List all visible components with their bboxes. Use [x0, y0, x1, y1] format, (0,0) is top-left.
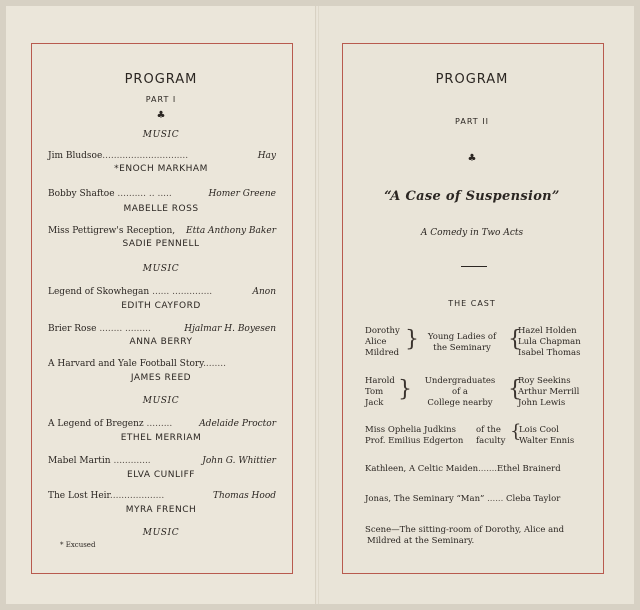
character-name: Alice: [365, 337, 387, 347]
program-item-7: [48, 419, 276, 429]
piece-author: Adelaide Proctor: [199, 419, 276, 429]
brace-right: }: [398, 377, 412, 402]
brace-left: {: [508, 377, 522, 402]
performer-9: MYRA FRENCH: [125, 505, 197, 515]
divider-rule: [461, 266, 487, 267]
character-name: Prof. Emilius Edgerton: [365, 436, 464, 446]
actor-name: Isabel Thomas: [518, 348, 581, 358]
performer-4: EDITH CAYFORD: [121, 301, 201, 311]
left-part-label: PART I: [145, 95, 177, 104]
brace-right: }: [405, 327, 419, 352]
leader-dots: .........: [146, 419, 173, 429]
piece-title: Jim Bludsoe: [48, 151, 103, 161]
character-name: Miss Ophelia Judkins: [365, 425, 456, 435]
performer-7: ETHEL MERRIAM: [120, 433, 202, 443]
piece-title: Legend of Skowhegan: [48, 287, 150, 297]
performer-3: SADIE PENNELL: [122, 239, 200, 249]
music-interlude-2: MUSIC: [142, 264, 180, 274]
cast-heading: THE CAST: [448, 299, 496, 308]
cast-group-3-description: [476, 425, 505, 447]
piece-author: Etta Anthony Baker: [186, 226, 276, 236]
piece-title: Miss Pettigrew's Reception,: [48, 226, 176, 236]
leader-dots: .............: [113, 456, 151, 466]
description-line: of a: [451, 387, 469, 397]
program-item-1: [48, 151, 276, 161]
actor-name: Hazel Holden: [518, 326, 577, 336]
leader-dots: ........: [203, 359, 226, 369]
cast-group-1-description: [418, 332, 506, 354]
page-fold: [315, 6, 319, 604]
piece-author: Thomas Hood: [212, 491, 276, 501]
music-interlude-4: MUSIC: [142, 528, 180, 538]
actor-name: Walter Ennis: [519, 436, 575, 446]
cast-group-2-actors: [518, 376, 579, 409]
performer-6: JAMES REED: [130, 373, 192, 383]
actor-name: Lula Chapman: [518, 337, 581, 347]
program-item-4: [48, 287, 276, 297]
piece-title: A Legend of Bregenz: [48, 419, 144, 429]
performer-2: MABELLE ROSS: [123, 204, 199, 214]
leader-dots: ........ .........: [99, 324, 151, 334]
leader-dots: ...................: [109, 491, 165, 501]
performer-1: *ENOCH MARKHAM: [114, 164, 208, 174]
play-subtitle: A Comedy in Two Acts: [420, 228, 524, 238]
cast-single-2: [365, 494, 560, 505]
right-heading: PROGRAM: [435, 72, 509, 87]
piece-title: A Harvard and Yale Football Story: [48, 359, 204, 369]
footnote: * Excused: [60, 541, 96, 549]
description-line: the Seminary: [433, 343, 491, 353]
character-name: Tom: [365, 387, 384, 397]
leader-dots: .......: [478, 464, 498, 474]
program-item-8: [48, 456, 276, 466]
actor-name: Ethel Brainerd: [497, 464, 561, 474]
leader-dots: ......: [487, 494, 504, 504]
character-name: Harold: [365, 376, 395, 386]
piece-title: The Lost Heir: [48, 491, 110, 501]
cast-group-2-description: [412, 376, 508, 409]
play-title: “A Case of Suspension”: [384, 189, 560, 204]
left-heading: PROGRAM: [124, 72, 198, 87]
cast-group-1-actors: [518, 326, 581, 359]
cast-group-1-characters: [365, 326, 400, 359]
piece-author: Hay: [257, 151, 276, 161]
left-ornament: ♣: [156, 110, 166, 121]
actor-name: Arthur Merrill: [518, 387, 580, 397]
piece-author: Hjalmar H. Boyesen: [184, 324, 276, 334]
right-ornament: ♣: [467, 153, 477, 164]
program-item-2: [48, 189, 276, 199]
actor-name: Lois Cool: [519, 425, 560, 435]
right-part-label: PART II: [455, 117, 489, 126]
cast-group-3-actors: [519, 425, 574, 447]
actor-name: Roy Seekins: [518, 376, 571, 386]
program-item-3: [48, 226, 276, 236]
cast-group-3-characters: [365, 425, 463, 447]
scene-line: Scene—The sitting-room of Dorothy, Alice and: [365, 525, 565, 535]
piece-title: Brier Rose: [48, 324, 97, 334]
character-name: Mildred: [365, 348, 400, 358]
scene-line: Mildred at the Seminary.: [367, 536, 475, 546]
piece-author: Homer Greene: [208, 189, 276, 199]
description-line: faculty: [476, 436, 506, 446]
music-interlude-3: MUSIC: [142, 396, 180, 406]
description-line: Young Ladies of: [427, 332, 497, 342]
scene-description: [365, 525, 564, 547]
cast-single-1: [365, 464, 561, 475]
program-item-5: [48, 324, 276, 334]
performer-5: ANNA BERRY: [129, 337, 193, 347]
character-name: Dorothy: [365, 326, 400, 336]
actor-name: John Lewis: [518, 398, 566, 408]
program-item-6: [48, 359, 276, 369]
piece-title: Mabel Martin: [48, 456, 111, 466]
actor-name: Cleba Taylor: [506, 494, 561, 504]
music-interlude-1: MUSIC: [142, 130, 180, 140]
piece-author: Anon: [252, 287, 276, 297]
cast-group-2-characters: [365, 376, 395, 409]
leader-dots: .......... .. .....: [117, 189, 172, 199]
performer-8: ELVA CUNLIFF: [127, 470, 195, 480]
brace-left: {: [508, 327, 522, 352]
description-line: College nearby: [427, 398, 493, 408]
description-line: of the: [476, 425, 501, 435]
program-item-9: [48, 491, 276, 501]
leader-dots: ..............................: [102, 151, 189, 161]
leader-dots: ...... ..............: [152, 287, 213, 297]
character-name: Jack: [365, 398, 384, 408]
piece-title: Bobby Shaftoe: [48, 189, 115, 199]
character-name: Jonas, The Seminary “Man”: [365, 494, 485, 504]
piece-author: John G. Whittier: [202, 456, 276, 466]
character-name: Kathleen, A Celtic Maiden: [365, 464, 479, 474]
brace-left: {: [510, 421, 522, 442]
description-line: Undergraduates: [424, 376, 496, 386]
